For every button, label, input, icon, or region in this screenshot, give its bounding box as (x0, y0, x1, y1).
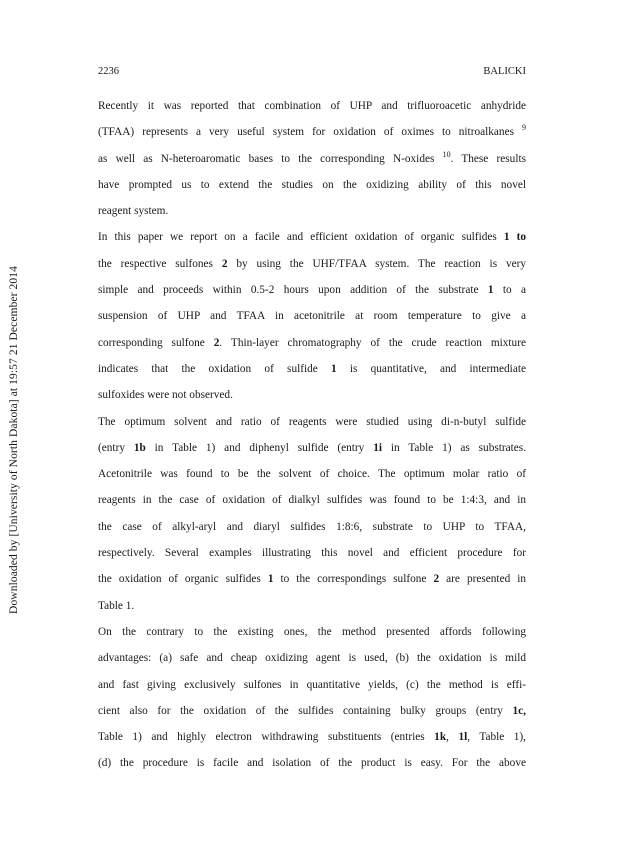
text-line: On the contrary to the existing ones, the method presented affords following (98, 625, 526, 638)
text-line: (TFAA) represents a very useful system for oxidation of oximes to nitroalkanes $^9$ (98, 123, 526, 139)
text-line: Table 1. (98, 599, 135, 612)
compound-number: 1 (331, 362, 337, 375)
text-line: (d) the procedure is facile and isolation of the product is easy. For the above (98, 757, 526, 770)
entry-id: 1b (133, 441, 146, 454)
text-line: reagents in the case of oxidation of dialkyl sulfides was found to be 1:4:3, and in (98, 494, 526, 507)
text-line: the oxidation of organic sulfides 1 to the correspondings sulfone 2 are presented in (98, 573, 527, 586)
paragraph-optimization (98, 409, 526, 619)
text-line: the case of alkyl-aryl and diaryl sulfides 1:8:6, substrate to UHP to TFAA, (98, 520, 526, 533)
text-line: suspension of UHP and TFAA in acetonitrile at room temperature to give a (98, 310, 526, 323)
entry-id: 1i (373, 441, 382, 454)
text-line: cient also for the oxidation of the sulfides containing bulky groups (entry 1c, (98, 704, 526, 717)
paragraph-method (98, 224, 526, 408)
reference-mark: 10 (442, 149, 451, 159)
paragraph-advantages (98, 619, 526, 777)
running-head: BALICKI (483, 66, 526, 77)
text-line: reagent system. (98, 205, 169, 218)
text-line: the respective sulfones 2 by using the UHF/TFAA system. The reaction is very (98, 257, 527, 270)
text-line: respectively. Several examples illustrating this novel and efficient procedure for (98, 547, 526, 560)
paragraph-intro (98, 93, 526, 224)
text-line: (entry 1b in Table 1) and diphenyl sulfide (entry 1i in Table 1) as substrates. (98, 441, 527, 454)
page-number: 2236 (98, 66, 119, 77)
text-line: The optimum solvent and ratio of reagents were studied using di-n-butyl sulfide (98, 415, 526, 428)
text-line: simple and proceeds within 0.5-2 hours upon addition of the substrate 1 to a (98, 284, 526, 297)
text-line: sulfoxides were not observed. (98, 389, 233, 402)
text-line: Table 1) and highly electron withdrawing substituents (entries 1k, 1l, Table 1), (98, 731, 527, 744)
entry-id: 1l (458, 731, 468, 744)
reference-mark: 9 (522, 123, 526, 133)
text-line: and fast giving exclusively sulfones in quantitative yields, (c) the method is effi- (98, 678, 526, 691)
text-line: indicates that the oxidation of sulfide 1 is quantitative, and intermediate (98, 362, 526, 375)
page-header (98, 66, 526, 77)
download-note-text: Downloaded by [University of North Dakota] at 19:57 21 December 2014 (8, 266, 20, 614)
text-line: Recently it was reported that combination of UHP and trifluoroacetic anhydride (98, 100, 526, 112)
compound-number: 2 (213, 336, 220, 349)
download-watermark (6, 240, 22, 640)
text-line: corresponding sulfone 2. Thin-layer chromatography of the crude reaction mixture (98, 336, 526, 349)
text-line: as well as N-heteroaromatic bases to the corresponding N-oxides $^{10}$. These results (98, 149, 526, 165)
compound-number: 1 (503, 231, 510, 244)
article-body (98, 93, 526, 777)
text-line: In this paper we report on a facile and efficient oxidation of organic sulfides 1 to (98, 231, 526, 244)
compound-number: 1 (487, 284, 494, 297)
entry-id: 1c, (512, 704, 526, 717)
compound-number: 2 (433, 573, 440, 586)
entry-id: 1k (434, 731, 447, 744)
text-line: Acetonitrile was found to be the solvent of choice. The optimum molar ratio of (98, 468, 526, 481)
compound-number: 1 (267, 573, 274, 586)
compound-number: 2 (221, 257, 228, 270)
text-line: advantages: (a) safe and cheap oxidizing agent is used, (b) the oxidation is mild (98, 652, 526, 665)
text-line: have prompted us to extend the studies on the oxidizing ability of this novel (98, 178, 526, 191)
